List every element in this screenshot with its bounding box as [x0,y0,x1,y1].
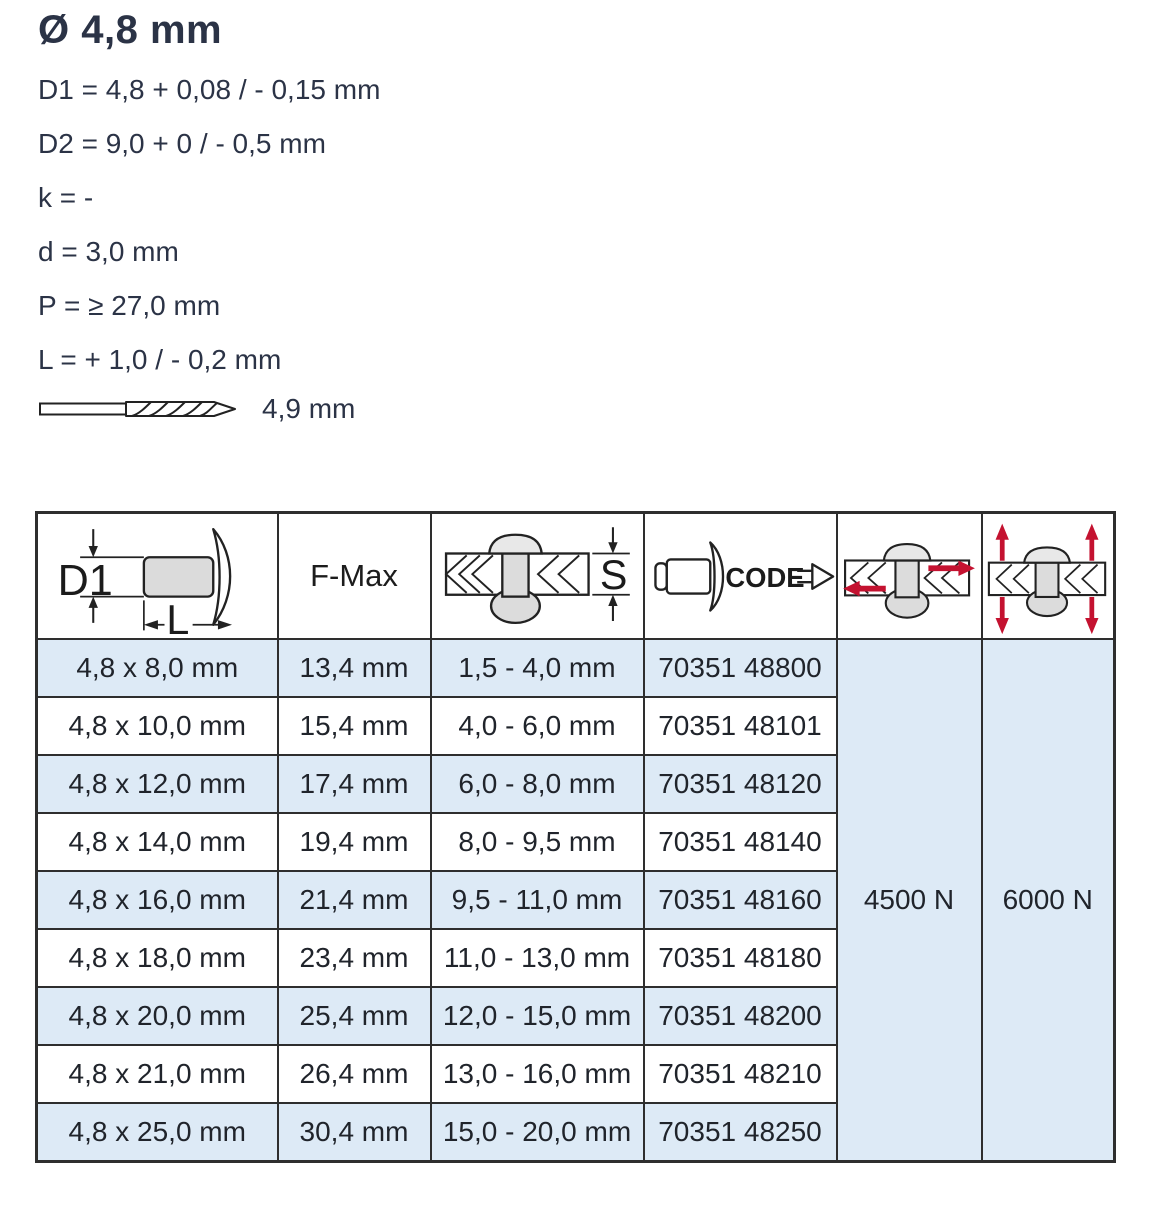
dimensions-cell: 4,8 x 20,0 mm [37,987,278,1045]
column-header-dimensions [37,513,278,640]
spec-list [38,63,1160,387]
code-cell: 70351 48160 [644,871,837,929]
dimensions-cell: 4,8 x 21,0 mm [37,1045,278,1103]
dimensions-cell: 4,8 x 8,0 mm [37,639,278,697]
d1-dimension-label: D1 [57,556,113,605]
column-header-grip-range [431,513,644,640]
page-title: Ø 4,8 mm [38,8,223,52]
column-header-code [644,513,837,640]
grip-range-cell: 13,0 - 16,0 mm [431,1045,644,1103]
f-max-cell: 23,4 mm [278,929,431,987]
rivet-code-diagram [646,516,835,637]
grip-range-cell: 11,0 - 13,0 mm [431,929,644,987]
drill-bit-icon [38,397,238,421]
f-max-cell: 25,4 mm [278,987,431,1045]
spec-line-d1: D1 = 4,8 + 0,08 / - 0,15 mm [38,74,381,105]
spec-line-k: k = - [38,182,94,213]
f-max-cell: 15,4 mm [278,697,431,755]
rivet-dimension-diagram [39,516,275,636]
table-header-row [37,513,1115,640]
table-row [37,639,1115,697]
code-cell: 70351 48101 [644,697,837,755]
shear-strength-cell: 4500 N [837,639,982,1161]
f-max-cell: 13,4 mm [278,639,431,697]
dimensions-cell: 4,8 x 18,0 mm [37,929,278,987]
grip-range-cell: 8,0 - 9,5 mm [431,813,644,871]
f-max-cell: 19,4 mm [278,813,431,871]
rivet-spec-table [35,511,1116,1163]
tensile-load-diagram [983,515,1112,637]
dimensions-cell: 4,8 x 16,0 mm [37,871,278,929]
tensile-strength-cell: 6000 N [982,639,1115,1161]
dimensions-cell: 4,8 x 12,0 mm [37,755,278,813]
l-dimension-label: L [166,597,190,636]
rivet-spec-sheet [0,8,1160,1215]
spec-line-p: P = ≥ 27,0 mm [38,290,221,321]
drill-size-row [38,395,1160,423]
grip-range-cell: 9,5 - 11,0 mm [431,871,644,929]
dimensions-cell: 4,8 x 14,0 mm [37,813,278,871]
code-cell: 70351 48180 [644,929,837,987]
dimensions-cell: 4,8 x 10,0 mm [37,697,278,755]
column-header-shear-strength [837,513,982,640]
code-cell: 70351 48800 [644,639,837,697]
f-max-cell: 21,4 mm [278,871,431,929]
code-label: CODE [724,561,805,593]
grip-range-diagram [434,516,640,636]
f-max-cell: 26,4 mm [278,1045,431,1103]
grip-range-cell: 12,0 - 15,0 mm [431,987,644,1045]
column-header-tensile-strength [982,513,1115,640]
f-max-cell: 30,4 mm [278,1103,431,1161]
dimensions-cell: 4,8 x 25,0 mm [37,1103,278,1161]
column-header-f-max [278,513,431,640]
spec-line-d: d = 3,0 mm [38,236,179,267]
f-max-cell: 17,4 mm [278,755,431,813]
code-cell: 70351 48250 [644,1103,837,1161]
drill-diameter-value: 4,9 mm [262,393,356,424]
grip-range-cell: 15,0 - 20,0 mm [431,1103,644,1161]
f-max-label: F-Max [310,558,398,593]
spec-line-d2: D2 = 9,0 + 0 / - 0,5 mm [38,128,326,159]
grip-range-cell: 4,0 - 6,0 mm [431,697,644,755]
code-cell: 70351 48210 [644,1045,837,1103]
code-cell: 70351 48120 [644,755,837,813]
shear-load-diagram [839,514,980,638]
grip-range-cell: 1,5 - 4,0 mm [431,639,644,697]
grip-range-cell: 6,0 - 8,0 mm [431,755,644,813]
code-cell: 70351 48140 [644,813,837,871]
code-cell: 70351 48200 [644,987,837,1045]
spec-line-l: L = + 1,0 / - 0,2 mm [38,344,282,375]
grip-range-s-label: S [599,552,628,599]
